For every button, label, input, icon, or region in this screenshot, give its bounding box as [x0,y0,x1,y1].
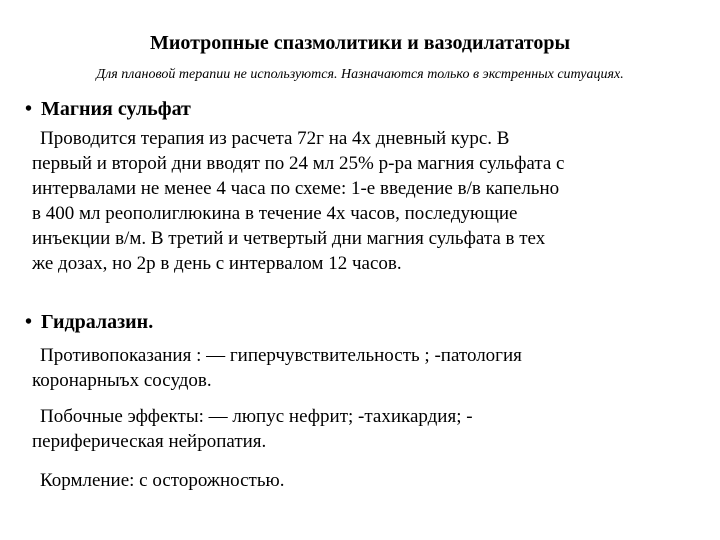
magnesium-paragraph [32,126,702,276]
bullet-marker: • [25,311,33,333]
section-heading-magnesium [25,96,191,122]
section-heading-text: Гидралазин. [41,311,154,333]
slide-subtitle: Для плановой терапии не используются. Назначаются только в экстренных ситуациях. [96,67,624,82]
section-heading-hydralazine [25,309,153,335]
contraindications-paragraph [32,343,702,393]
bullet-marker: • [25,98,33,120]
section-heading-text: Магния сульфат [41,98,191,120]
paragraph-line: в 400 мл реополиглюкина в течение 4х часов, последующие [32,203,518,224]
paragraph-line: первый и второй дни вводят по 24 мл 25% р-ра магния сульфата с [32,153,565,174]
paragraph-line: Противопоказания : — гиперчувствительность ; -патология [40,345,522,366]
paragraph-line: Побочные эффекты: — люпус нефрит; -тахикардия; - [40,406,473,427]
breastfeeding-paragraph [32,468,702,493]
side-effects-paragraph [32,404,702,454]
slide-title: Миотропные спазмолитики и вазодилататоры [149,32,571,54]
paragraph-line: Проводится терапия из расчета 72г на 4х дневный курс. В [40,128,510,149]
paragraph-line: интервалами не менее 4 часа по схеме: 1-е введение в/в капельно [32,178,560,199]
paragraph-line: коронарныъх сосудов. [32,370,212,391]
paragraph-line: инъекции в/м. В третий и четвертый дни магния сульфата в тех [32,228,546,249]
paragraph-line: Кормление: с осторожностью. [40,470,285,491]
paragraph-line: же дозах, но 2р в день с интервалом 12 часов. [32,253,402,274]
paragraph-line: периферическая нейропатия. [32,431,267,452]
